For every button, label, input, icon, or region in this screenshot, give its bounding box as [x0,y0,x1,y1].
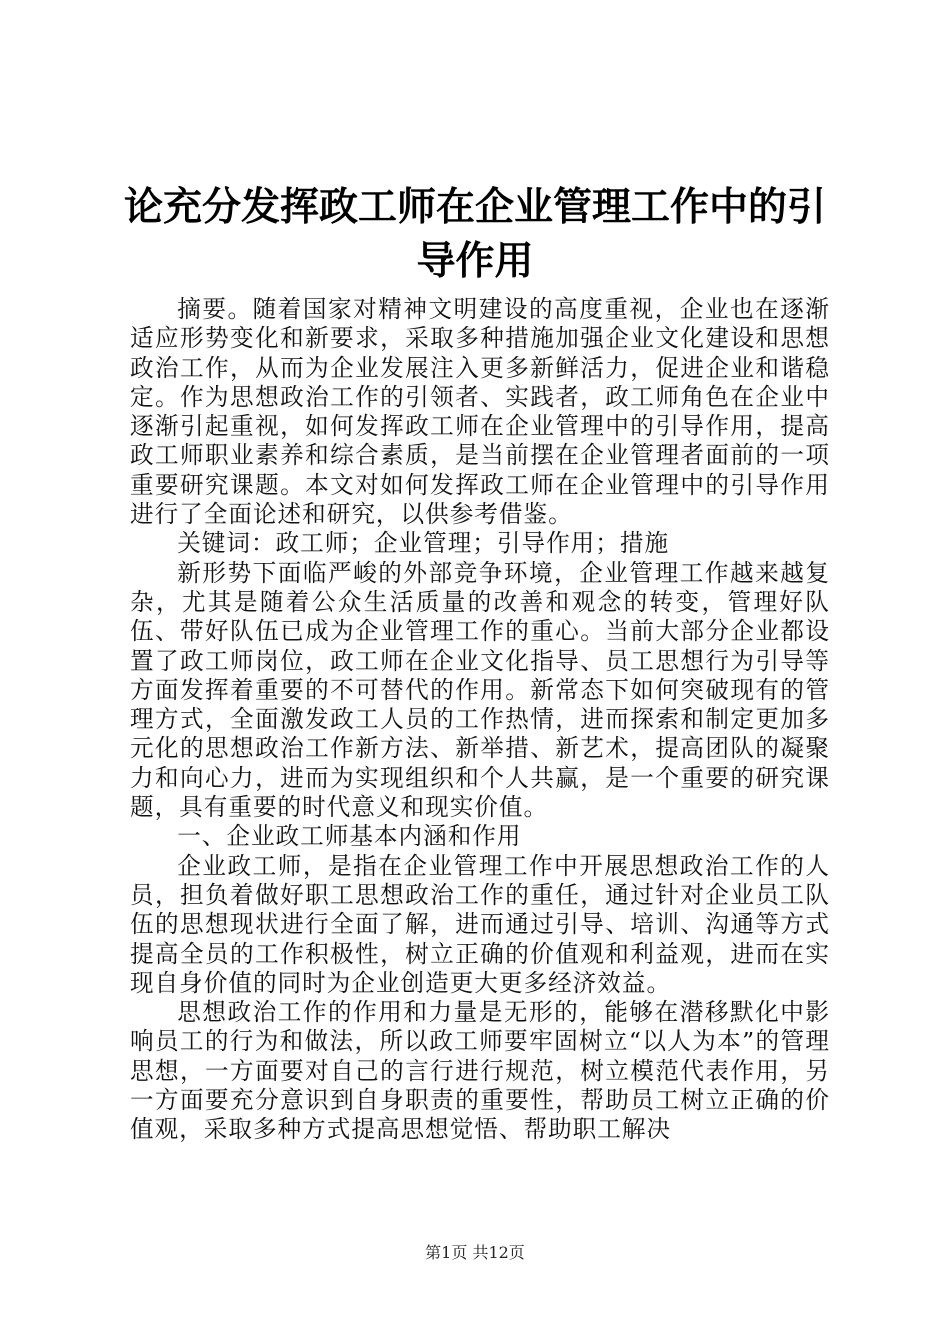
keywords-paragraph: 关键词：政工师；企业管理；引导作用；措施 [177,529,670,558]
abstract-paragraph: 摘要。随着国家对精神文明建设的高度重视，企业也在逐渐适应形势变化和新要求，采取多种措施加强企业文化建设和思想政治工作，从而为企业发展注入更多新鲜活力，促进企业和谐稳定。作为思想政治工作的引领者、实践者，政工师角色在企业中逐渐引起重视，如何发挥政工师在企业管理中的引导作用，提高政工师职业素养和综合素质，是当前摆在企业管理者面前的一项重要研究课题。本文对如何发挥政工师在企业管理中的引导作用进行了全面论述和研究，以供参考借鉴。 [130,295,830,529]
page-number-footer: 第1页 共12页 [425,1243,525,1262]
document-body [130,295,830,1145]
intro-paragraph: 新形势下面临严峻的外部竞争环境，企业管理工作越来越复杂，尤其是随着公众生活质量的改善和观念的转变，管理好队伍、带好队伍已成为企业管理工作的重心。当前大部分企业都设置了政工师岗位，政工师在企业文化指导、员工思想行为引导等方面发挥着重要的不可替代的作用。新常态下如何突破现有的管理方式，全面激发政工人员的工作热情，进而探索和制定更加多元化的思想政治工作新方法、新举措、新艺术，提高团队的凝聚力和向心力，进而为实现组织和个人共赢，是一个重要的研究课题，具有重要的时代意义和现实价值。 [130,558,830,822]
document-title: 论充分发挥政工师在企业管理工作中的引导作用 [123,184,826,284]
body-paragraph: 思想政治工作的作用和力量是无形的，能够在潜移默化中影响员工的行为和做法，所以政工师要牢固树立“以人为本”的管理思想，一方面要对自己的言行进行规范，树立模范代表作用，另一方面要充分意识到自身职责的重要性，帮助员工树立正确的价值观，采取多种方式提高思想觉悟、帮助职工解决 [130,998,830,1144]
body-paragraph: 企业政工师，是指在企业管理工作中开展思想政治工作的人员，担负着做好职工思想政治工作的重任，通过针对企业员工队伍的思想现状进行全面了解，进而通过引导、培训、沟通等方式提高全员的工作积极性，树立正确的价值观和利益观，进而在实现自身价值的同时为企业创造更大更多经济效益。 [130,851,830,997]
section-heading: 一、企业政工师基本内涵和作用 [177,822,522,851]
